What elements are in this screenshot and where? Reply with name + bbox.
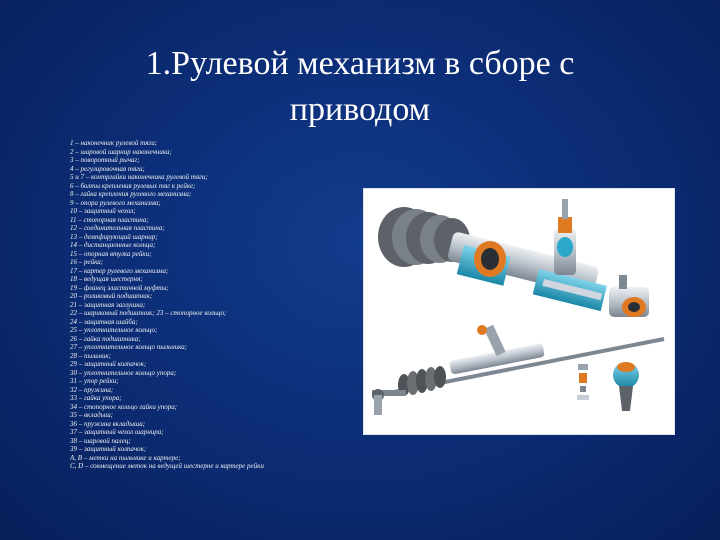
legend-item: 14 – дистанционные кольца; (70, 241, 156, 249)
legend-item: 17 – картер рулевого механизма; (70, 266, 169, 275)
rack-end-right (609, 275, 649, 317)
legend-item: 37 – защитный чехол шарнира; (70, 428, 164, 436)
legend-item: 27 – уплотнительное кольцо пыльника; (70, 343, 188, 351)
legend-item: 32 – пружина; (70, 385, 114, 394)
pinion-housing (554, 199, 576, 275)
ball-joint (613, 362, 639, 411)
legend-item: 30 – уплотнительное кольцо упора; (70, 368, 177, 377)
legend-item: 28 – пыльник; (70, 351, 112, 360)
legend-item: 29 – защитный колпачок; (70, 360, 147, 368)
cutaway-assembly (378, 199, 649, 317)
legend-item: 25 – уплотнительное кольцо; (70, 326, 158, 334)
legend-item: 3 – поворотный рычаг; (70, 156, 140, 164)
tie-rod-end (372, 389, 406, 415)
legend-item: C, D – совмещение меток на ведущей шестерне и картере рейки (70, 462, 264, 470)
parts-legend (70, 139, 370, 471)
rack-stop-parts (577, 364, 589, 400)
legend-item: 6 – болты крепления рулевых тяг к рейке; (70, 181, 196, 190)
legend-item: 13 – демпфирующий шарнир; (70, 232, 158, 241)
legend-item: 38 – шаровой палец; (70, 436, 131, 445)
legend-item: 33 – гайка упора; (70, 394, 122, 402)
slide-title (60, 41, 660, 133)
legend-item: 9 – опора рулевого механизма; (70, 198, 161, 207)
steering-mechanism-drawing (364, 189, 674, 434)
legend-item: 12 – соединительная пластина; (70, 224, 165, 232)
legend-item: 11 – стопорная пластина; (70, 215, 149, 224)
legend-item: 39 – защитный колпачок; (70, 445, 147, 453)
legend-item: 18 – ведущая шестерня; (70, 275, 143, 283)
legend-item: A, B – метки на пыльнике и картере; (70, 453, 181, 462)
legend-item: 26 – гайка подшипника; (70, 334, 141, 343)
legend-item: 8 – гайка крепления рулевого механизма; (70, 190, 192, 198)
legend-item: 21 – защитная заглушка; (70, 300, 146, 309)
legend-item: 24 – защитная шайба; (70, 317, 138, 326)
legend-item: 2 – шаровой шарнир наконечника; (70, 147, 172, 156)
legend-item: 22 – шариковый подшипник; 23 – стопорное кольцо; (70, 309, 227, 317)
legend-item: 34 – стопорное кольцо гайки упора; (70, 402, 178, 411)
legend-item: 15 – опорная втулка рейки; (70, 249, 152, 258)
legend-item: 36 – пружина вкладыша; (70, 419, 146, 428)
legend-item: 1 – наконечник рулевой тяги; (70, 139, 158, 147)
legend-item: 10 – защитный чехол; (70, 207, 136, 215)
slide-title-line-1: 1.Рулевой механизм в сборе с (145, 44, 575, 82)
legend-item: 4 – регулировочная тяга; (70, 164, 145, 173)
steering-mechanism-illustration (363, 188, 675, 435)
legend-item: 19 – фланец эластичной муфты; (70, 283, 169, 292)
slide-title-line-2: приводом (289, 90, 431, 128)
legend-item: 31 – упор рейки; (70, 377, 119, 385)
exploded-parts (577, 362, 639, 411)
legend-item: 35 – вкладыш; (70, 411, 113, 419)
legend-item: 16 – рейка; (70, 258, 104, 266)
legend-item: 5 и 7 – контргайки наконечника рулевой тяги; (70, 173, 208, 181)
legend-item: 20 – роликовый подшипник; (70, 292, 153, 300)
